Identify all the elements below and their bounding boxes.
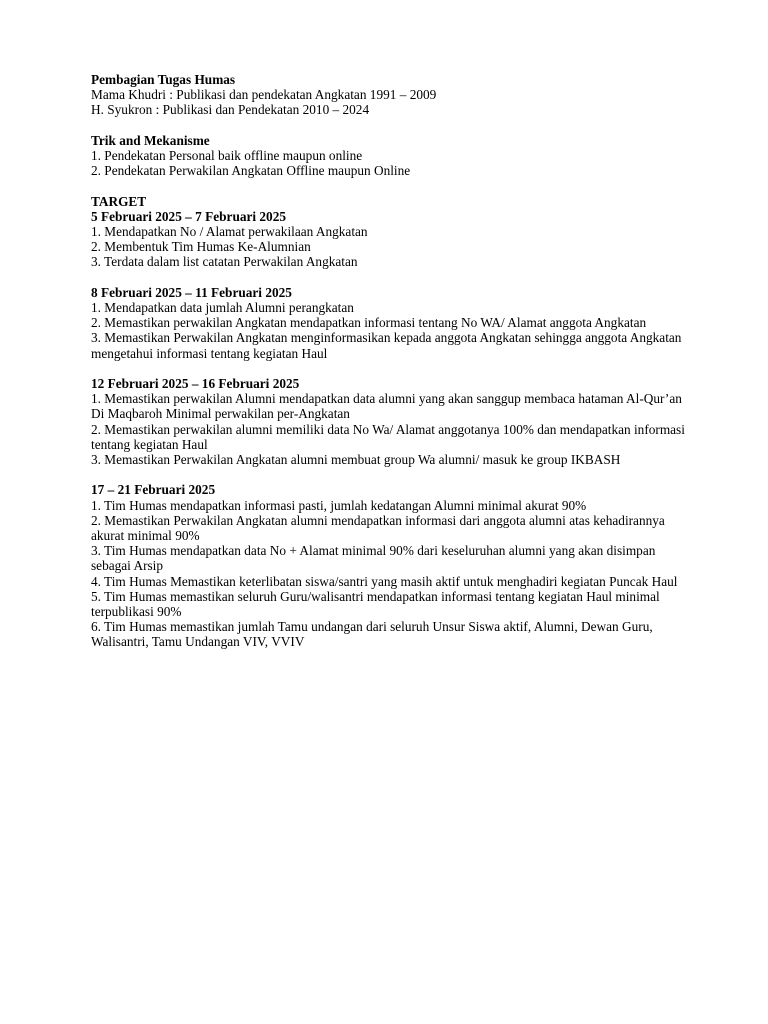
document-line: 2. Memastikan perwakilan alumni memiliki data No Wa/ Alamat anggotanya 100% dan mendapatkan informasi tentang kegiatan Haul (91, 421, 685, 452)
document-line: H. Syukron : Publikasi dan Pendekatan 2010 – 2024 (91, 102, 370, 118)
document-line: 1. Memastikan perwakilan Alumni mendapatkan data alumni yang akan sanggup membaca hataman Al-Qur’an Di Maqbaroh Minimal perwakilan per-Angkatan (91, 391, 682, 422)
document-line: 2. Memastikan perwakilan Angkatan mendapatkan informasi tentang No WA/ Alamat anggota Angkatan (91, 315, 647, 331)
section-trik-mekanisme (91, 133, 691, 179)
document-line: 3. Tim Humas mendapatkan data No + Alamat minimal 90% dari keseluruhan alumni yang akan disimpan sebagai Arsip (91, 543, 656, 574)
document-line: 1. Mendapatkan data jumlah Alumni perangkatan (91, 300, 354, 315)
date-range-heading: 8 Februari 2025 – 11 Februari 2025 (91, 284, 292, 300)
section-heading: Trik and Mekanisme (91, 132, 210, 148)
document-line: 1. Mendapatkan No / Alamat perwakilaan Angkatan (91, 224, 368, 239)
section-pembagian-tugas (91, 72, 691, 118)
document-line: 6. Tim Humas memastikan jumlah Tamu undangan dari seluruh Unsur Siswa aktif, Alumni, Dewan Guru, Walisantri, Tamu Undangan VIV, VVIV (91, 619, 653, 650)
document-line: 1. Pendekatan Personal baik offline maupun online (91, 148, 363, 163)
section-heading: Pembagian Tugas Humas (91, 72, 236, 87)
section-target (91, 194, 691, 270)
document-line: 3. Memastikan Perwakilan Angkatan menginformasikan kepada anggota Angkatan sehingga anggota Angkatan mengetahui informasi tentang kegiatan Haul (91, 330, 682, 361)
date-range-heading: 17 – 21 Februari 2025 (91, 482, 216, 498)
document-line: 2. Memastikan Perwakilan Angkatan alumni mendapatkan informasi dari anggota alumni atas kehadirannya akurat minimal 90% (91, 512, 665, 544)
document-line: Mama Khudri : Publikasi dan pendekatan Angkatan 1991 – 2009 (91, 87, 437, 103)
document-line: 2. Membentuk Tim Humas Ke-Alumnian (91, 239, 311, 255)
section-heading: TARGET (91, 193, 147, 209)
document-line: 1. Tim Humas mendapatkan informasi pasti, jumlah kedatangan Alumni minimal akurat 90% (91, 497, 587, 513)
section-8-11-februari (91, 285, 691, 361)
date-range-heading: 12 Februari 2025 – 16 Februari 2025 (91, 376, 300, 391)
document-page (91, 72, 691, 650)
document-line: 5. Tim Humas memastikan seluruh Guru/walisantri mendapatkan informasi tentang kegiatan Haul minimal terpublikasi 90% (91, 588, 660, 620)
document-line: 3. Memastikan Perwakilan Angkatan alumni membuat group Wa alumni/ masuk ke group IKBASH (91, 452, 621, 468)
document-line: 2. Pendekatan Perwakilan Angkatan Offline maupun Online (91, 163, 411, 179)
section-17-21-februari (91, 482, 691, 649)
document-line: 4. Tim Humas Memastikan keterlibatan siswa/santri yang masih aktif untuk menghadiri kegiatan Puncak Haul (91, 573, 678, 589)
section-12-16-februari (91, 376, 691, 467)
document-line: 3. Terdata dalam list catatan Perwakilan Angkatan (91, 254, 358, 270)
date-range-heading: 5 Februari 2025 – 7 Februari 2025 (91, 208, 286, 224)
